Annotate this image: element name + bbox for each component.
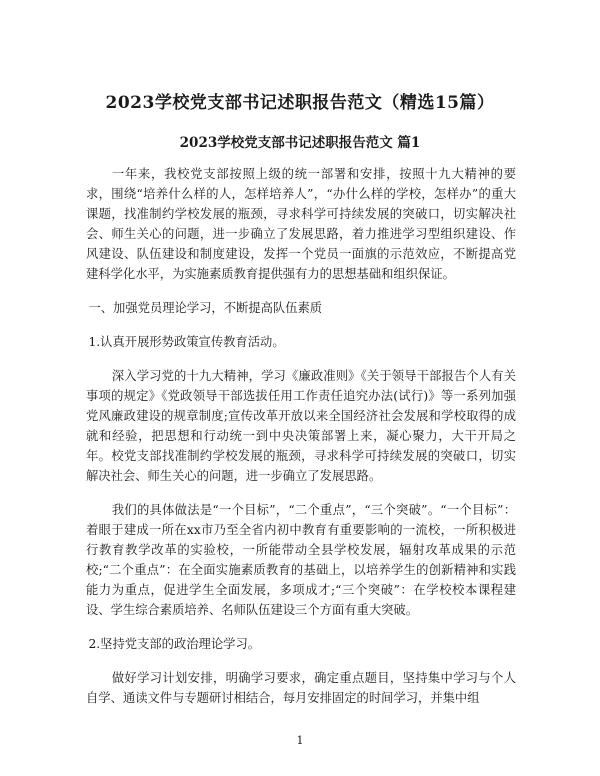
subsection-heading-1: 1.认真开展形势政策宣传教育活动。 <box>88 335 285 349</box>
page-number: 1 <box>296 734 304 747</box>
subsection-heading-2: 2.坚持党支部的政治理论学习。 <box>88 637 261 651</box>
paragraph-study: 深入学习党的十九大精神，学习《廉政准则》《关于领导干部报告个人有关事项的规定》《党政领导干部选拔任用工作责任追究办法(试行)》等一系列加强党风廉政建设的规章制度;宣传改革开放以来全国经济社会发展和学校取得的成就和经验，把思想和行动统一到中央决策部署上来，凝心聚力，大干开局之年。校党支部找准制约学校发展的瓶颈，寻求科学可持续发展的突破口，切实解决社会、师生关心的问题，进一步确立了发展思路。 <box>86 369 516 483</box>
paragraph-intro: 一年来，我校党支部按照上级的统一部署和安排，按照十九大精神的要求，围绕“培养什么样的人，怎样培养人”，“办什么样的学校，怎样办”的重大课题，找准制约学校发展的瓶颈，寻求科学可持续发展的突破口，切实解决社会、师生关心的问题，进一步确立了发展思路，着力推进学习型组织建设、作风建设、队伍建设和制度建设，发挥一个党员一面旗的示范效应，不断提高党建科学化水平，为实施素质教育提供强有力的思想基础和组织保证。 <box>86 167 516 281</box>
paragraph-approach: 我们的具体做法是“一个目标”，“二个重点”，“三个突破”。“一个目标”：着眼于建成一所在xx市乃至全省内初中教育有重要影响的一流校，一所积极进行教育教学改革的实验校，一所能带动全县学校发展，辐射攻革成果的示范校;“二个重点”：在全面实施素质教育的基础上，以培养学生的创新精神和实践能力为重点，促进学生全面发展，多项成才;“三个突破”：在学校校本课程建设、学生综合素质培养、名师队伍建设三个方面有重大突破。 <box>86 503 516 617</box>
paragraph-plan: 做好学习计划安排，明确学习要求，确定重点题目，坚持集中学习与个人自学、通读文件与专题研讨相结合，每月安排固定的时间学习，并集中组 <box>86 671 516 705</box>
document-subtitle: 2023学校党支部书记述职报告范文 篇1 <box>179 135 421 151</box>
document-title: 2023学校党支部书记述职报告范文（精选15篇） <box>105 93 495 113</box>
document-body <box>86 164 516 722</box>
section-heading-1: 一、加强党员理论学习，不断提高队伍素质 <box>88 301 323 315</box>
